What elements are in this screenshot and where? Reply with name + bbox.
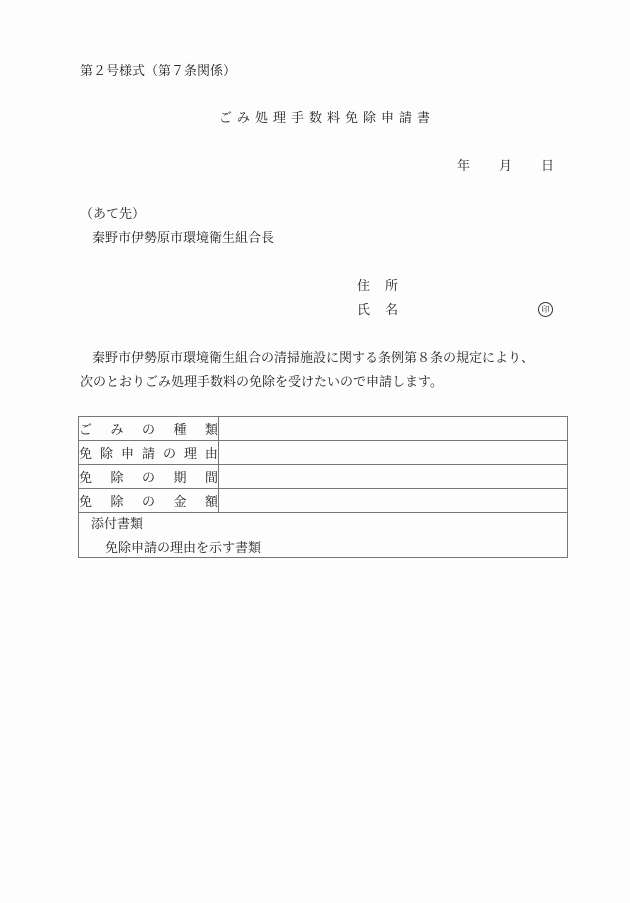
row-label-exemption-period: 免 除 の 期 間 <box>79 465 219 489</box>
attachments-cell <box>79 513 568 558</box>
form-number: 第２号様式（第７条関係） <box>80 64 237 79</box>
table-row <box>79 441 568 465</box>
exemption-reason-field[interactable] <box>219 441 568 465</box>
row-label-exemption-reason: 免 除 申 請 の 理 由 <box>79 441 219 465</box>
name-label: 氏名 <box>357 303 414 318</box>
date-month-label: 月 <box>499 159 513 174</box>
attachments-title: 添付書類 <box>91 517 144 532</box>
addressee: 秦野市伊勢原市環境衛生組合長 <box>92 231 275 246</box>
row-label-exemption-amount: 免 除 の 金 額 <box>79 489 219 513</box>
document-title: ごみ処理手数料免除申請書 <box>219 111 436 126</box>
table-row <box>79 465 568 489</box>
table-row <box>79 417 568 441</box>
date-day-label: 日 <box>541 159 555 174</box>
body-text-line-2: 次のとおりごみ処理手数料の免除を受けたいので申請します。 <box>80 375 443 390</box>
table-row <box>79 489 568 513</box>
exemption-amount-field[interactable] <box>219 489 568 513</box>
body-text-line-1: 秦野市伊勢原市環境衛生組合の清掃施設に関する条例第８条の規定により、 <box>92 351 535 366</box>
date-year-label: 年 <box>457 159 471 174</box>
application-table <box>78 416 568 558</box>
exemption-period-field[interactable] <box>219 465 568 489</box>
waste-type-field[interactable] <box>219 417 568 441</box>
seal-icon: 印 <box>538 302 553 317</box>
addressee-label: （あて先） <box>80 207 146 222</box>
attachments-item: 免除申請の理由を示す書類 <box>105 541 262 556</box>
row-label-waste-type: ご み の 種 類 <box>79 417 219 441</box>
address-label: 住所 <box>357 279 414 294</box>
table-row-attachments <box>79 513 568 558</box>
